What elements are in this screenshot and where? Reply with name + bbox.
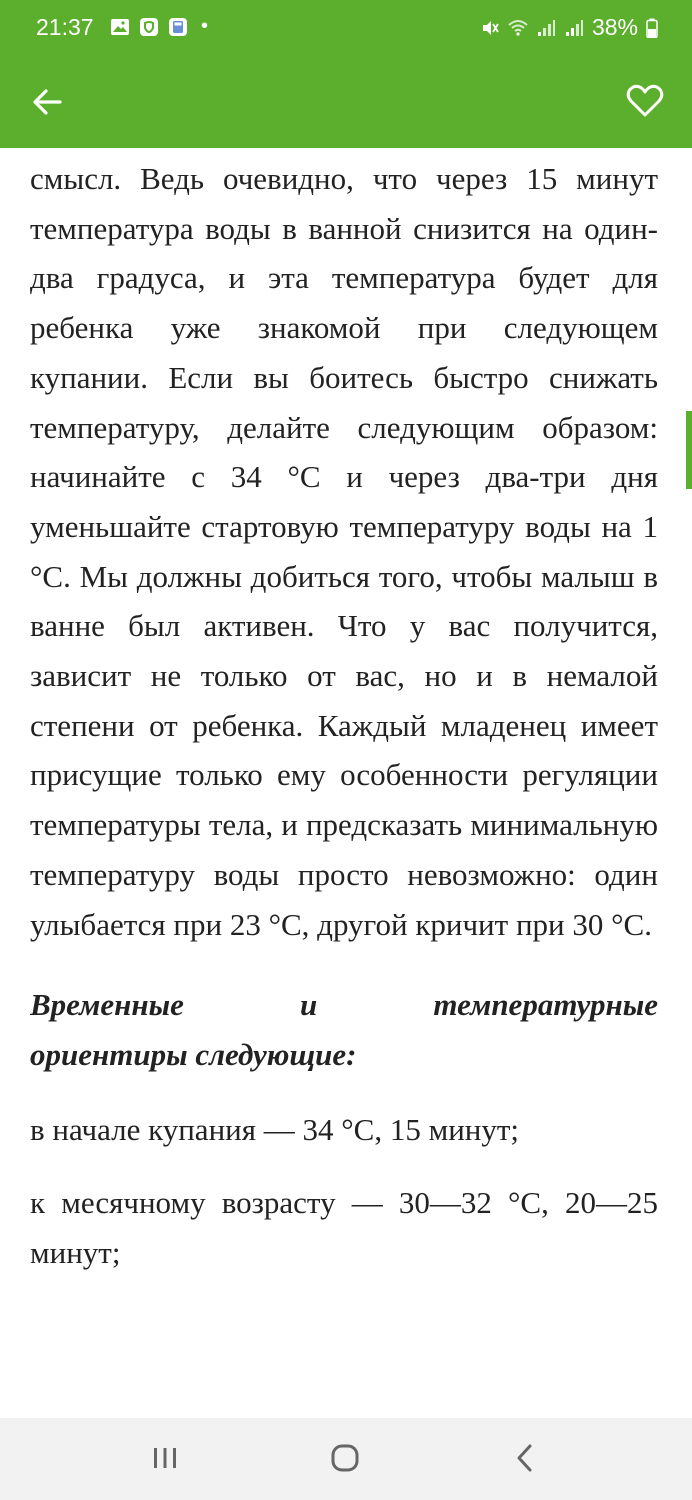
back-chevron-icon[interactable] (505, 1438, 545, 1478)
arrow-left-icon[interactable] (30, 84, 66, 120)
scroll-indicator[interactable] (686, 411, 692, 489)
image-icon (110, 17, 130, 37)
signal-icon (536, 18, 556, 38)
calculator-app-icon (168, 17, 188, 37)
app-bar (0, 56, 692, 148)
heart-outline-icon[interactable] (626, 82, 664, 120)
list-item: в начале купания — 34 °C, 15 минут; (30, 1111, 520, 1147)
status-notification-icons (110, 15, 208, 38)
recents-icon[interactable] (145, 1438, 185, 1478)
status-system-icons (480, 14, 658, 41)
battery-icon (646, 18, 658, 38)
article-content (30, 148, 658, 1418)
article-paragraph: смысл. Ведь очевидно, что через 15 минут температура воды в ванной снизится на один-два градуса, и эта температура будет для ребенка уже знакомой при следующем купании. Если вы боитесь быстро снижать температуру, делайте следующим образом: начинайте с 34 °C и через два-три дня уменьшайте стартовую температуру воды на 1 °C. Мы должны добиться того, чтобы малыш в ванне был активен. Что у вас получится, зависит не только от вас, но и в немалой степени от ребенка. Каждый младенец имеет присущие только ему особенности регуляции температуры тела, и предсказать минимальную температуру воды просто невозможно: один улыбается при 23 °C, другой кричит при 30 °C. (30, 161, 658, 942)
more-notifications-dot: • (201, 15, 209, 37)
mute-icon (480, 18, 500, 38)
list-item: к месячному возрасту — 30—32 °C, 20—25 минут; (30, 1185, 658, 1271)
section-heading-line-2: ориентиры следующие: (30, 1036, 357, 1072)
battery-percent: 38% (591, 14, 638, 40)
home-icon[interactable] (325, 1438, 365, 1478)
shield-app-icon (139, 17, 159, 37)
status-bar (0, 0, 692, 56)
section-heading-line-1: Временные и температурные (30, 987, 658, 1023)
signal-icon (564, 18, 584, 38)
status-time: 21:37 (36, 14, 94, 40)
system-nav-bar (0, 1418, 692, 1500)
wifi-icon (508, 18, 528, 38)
section-heading (30, 980, 658, 1079)
